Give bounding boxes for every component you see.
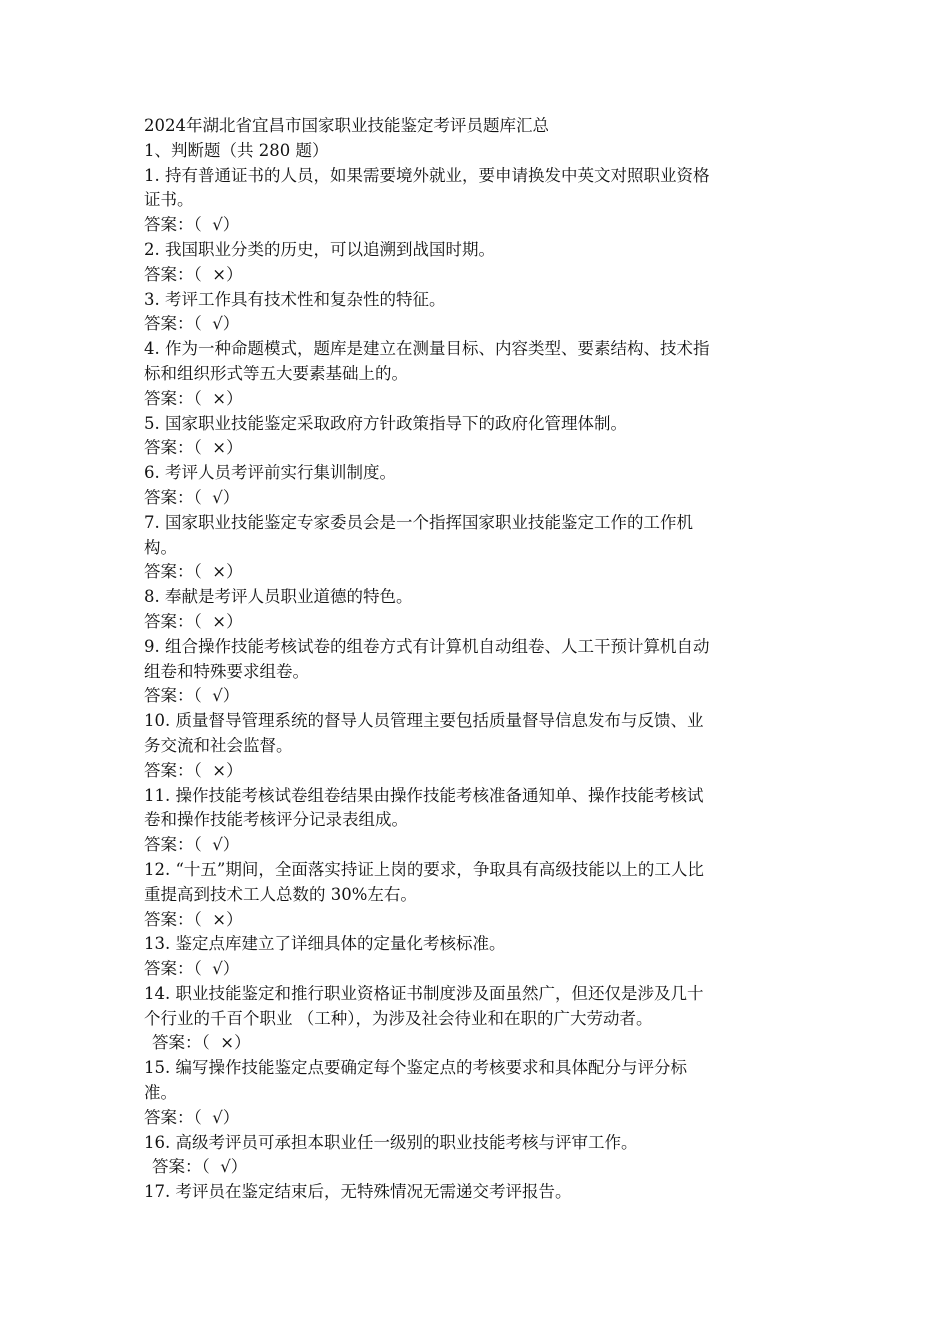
question-text-line: 12. “十五”期间，全面落实持证上岗的要求，争取具有高级技能以上的工人比 [144,859,704,879]
answer-line: 答案：（ √） [144,1107,240,1127]
question-text-line: 6. 考评人员考评前实行集训制度。 [144,463,396,483]
question-text-line: 准。 [144,1083,177,1103]
question-item [144,511,824,585]
answer-line: 答案：（ √） [144,959,240,979]
question-text-line: 11. 操作技能考核试卷组卷结果由操作技能考核准备通知单、操作技能考核试 [144,785,704,805]
document-page [144,114,824,1205]
answer-line: 答案：（ ×） [144,909,243,929]
question-text-line: 3. 考评工作具有技术性和复杂性的特征。 [144,289,446,309]
question-item [144,982,824,1056]
answer-line: 答案：（ √） [144,314,240,334]
question-text-line: 构。 [144,537,177,557]
answer-line: 答案：（ ×） [144,438,243,458]
question-text-line: 5. 国家职业技能鉴定采取政府方针政策指导下的政府化管理体制。 [144,413,627,433]
question-item [144,585,824,635]
question-text-line: 2. 我国职业分类的历史，可以追溯到战国时期。 [144,239,495,259]
question-item [144,709,824,783]
section-heading: 1、判断题（共 280 题） [144,140,329,160]
question-item [144,932,824,982]
question-text-line: 标和组织形式等五大要素基础上的。 [144,363,408,383]
question-item [144,238,824,288]
question-item [144,858,824,932]
question-text-line: 组卷和特殊要求组卷。 [144,661,309,681]
question-text-line: 9. 组合操作技能考核试卷的组卷方式有计算机自动组卷、人工干预计算机自动 [144,636,710,656]
question-text-line: 4. 作为一种命题模式，题库是建立在测量目标、内容类型、要素结构、技术指 [144,339,710,359]
question-text-line: 15. 编写操作技能鉴定点要确定每个鉴定点的考核要求和具体配分与评分标 [144,1058,687,1078]
question-item [144,635,824,709]
question-item [144,412,824,462]
question-text-line: 16. 高级考评员可承担本职业任一级别的职业技能考核与评审工作。 [144,1132,638,1152]
question-text-line: 10. 质量督导管理系统的督导人员管理主要包括质量督导信息发布与反馈、业 [144,711,704,731]
answer-line: 答案：（ √） [144,686,240,706]
answer-line: 答案：（ ×） [144,264,243,284]
question-list [144,164,824,1205]
answer-line: 答案：（ ×） [144,388,243,408]
answer-line: 答案：（ ×） [144,562,243,582]
question-text-line: 17. 考评员在鉴定结束后，无特殊情况无需递交考评报告。 [144,1182,572,1202]
question-item [144,337,824,411]
document-title: 2024年湖北省宜昌市国家职业技能鉴定考评员题库汇总 [144,116,549,135]
question-item [144,784,824,858]
question-item [144,164,824,238]
question-text-line: 重提高到技术工人总数的 30%左右。 [144,884,417,904]
answer-line: 答案：（ √） [152,1157,248,1177]
answer-line: 答案：（ ×） [144,760,243,780]
question-item [144,1180,824,1205]
question-text-line: 卷和操作技能考核评分记录表组成。 [144,810,408,830]
question-text-line: 14. 职业技能鉴定和推行职业资格证书制度涉及面虽然广，但还仅是涉及几十 [144,983,704,1003]
question-text-line: 个行业的千百个职业 （工种），为涉及社会待业和在职的广大劳动者。 [144,1008,653,1028]
answer-line: 答案：（ √） [144,487,240,507]
answer-line: 答案：（ √） [144,835,240,855]
question-text-line: 证书。 [144,190,194,210]
question-item [144,288,824,338]
answer-line: 答案：（ √） [144,215,240,235]
question-text-line: 7. 国家职业技能鉴定专家委员会是一个指挥国家职业技能鉴定工作的工作机 [144,512,693,532]
question-text-line: 8. 奉献是考评人员职业道德的特色。 [144,587,413,607]
question-item [144,1131,824,1181]
question-text-line: 务交流和社会监督。 [144,735,293,755]
answer-line: 答案：（ ×） [144,611,243,631]
question-text-line: 13. 鉴定点库建立了详细具体的定量化考核标准。 [144,934,506,954]
question-item [144,461,824,511]
question-item [144,1056,824,1130]
question-text-line: 1. 持有普通证书的人员，如果需要境外就业，要申请换发中英文对照职业资格 [144,165,710,185]
answer-line: 答案：（ ×） [152,1033,251,1053]
